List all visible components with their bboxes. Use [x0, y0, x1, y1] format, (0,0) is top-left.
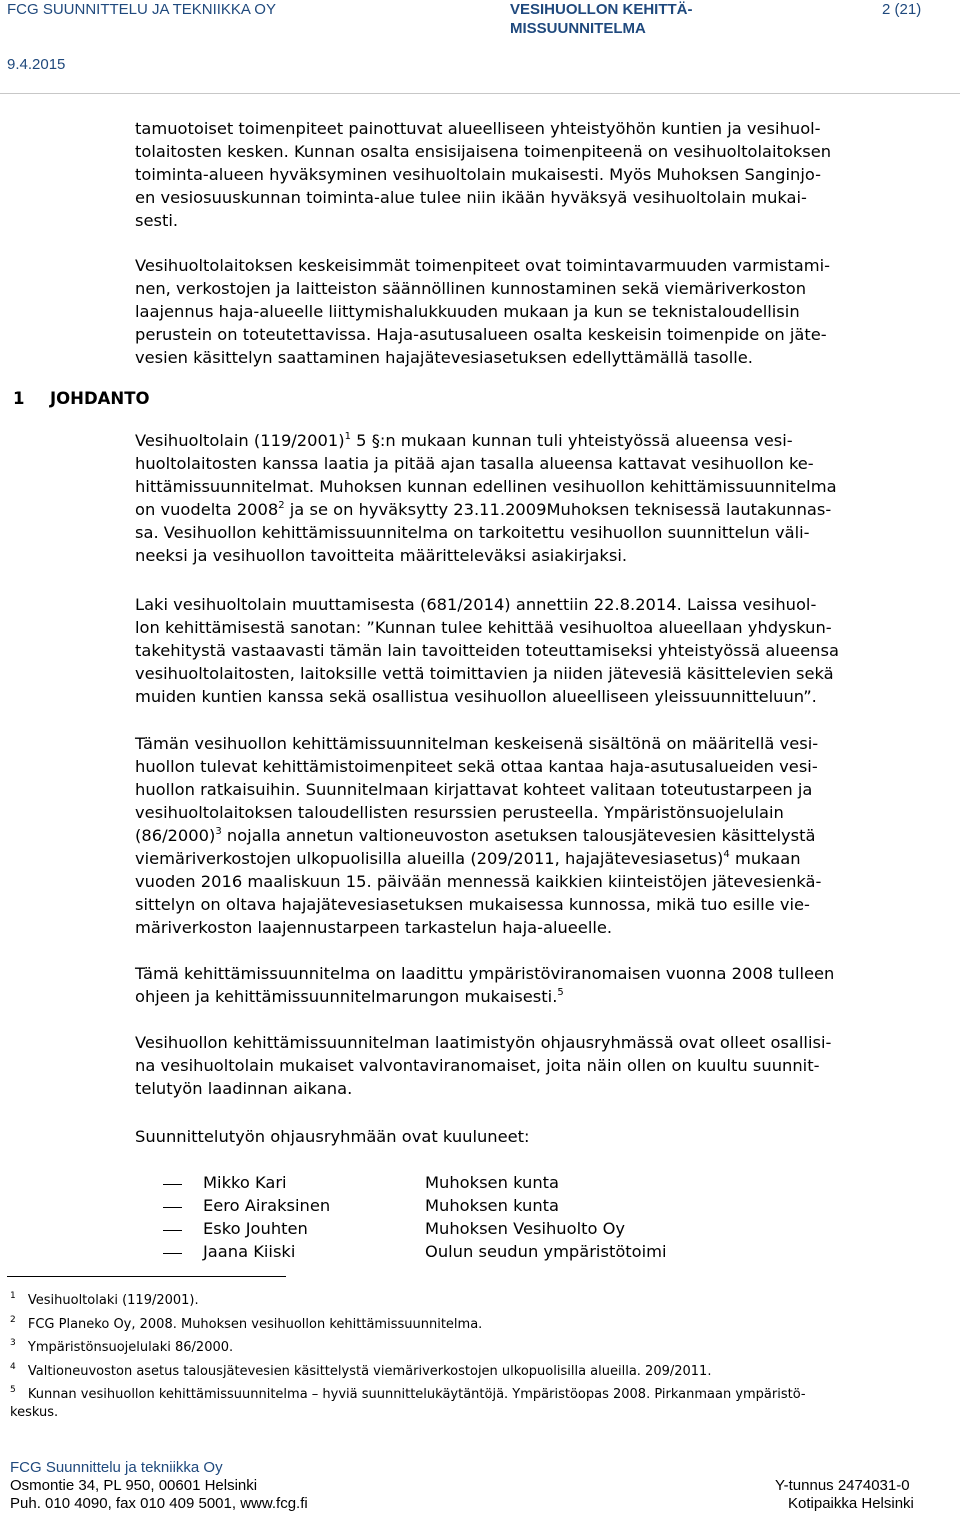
text-run: ja se on hyväksytty 23.11.2009Muhoksen teknisessä lautakunnas- [289, 500, 832, 519]
text-line: telutyön laadinnan aikana. [135, 1079, 353, 1098]
footnote [10, 1386, 806, 1404]
text-line: hittämissuunnitelmat. Muhoksen kunnan edellinen vesihuollon kehittämissuunnitelma [135, 477, 837, 496]
text-line [135, 499, 831, 522]
section-title: JOHDANTO [49, 389, 150, 408]
header-doc-title-line1: VESIHUOLLON KEHITTÄ- [510, 1, 693, 18]
text-line [135, 848, 801, 871]
footer-address: Osmontie 34, PL 950, 00601 Helsinki [10, 1477, 258, 1494]
header-company: FCG SUUNNITTELU JA TEKNIIKKA OY [7, 1, 276, 18]
footnote-ref[interactable]: 5 [557, 987, 564, 998]
member-organization: Muhoksen kunta [425, 1196, 559, 1215]
footnote-continuation: keskus. [10, 1405, 59, 1420]
text-run: mukaan [734, 849, 801, 868]
text-line: vuoden 2016 maaliskuun 15. päivään mennessä kaikkien kiinteistöjen jätevesienkä- [135, 872, 822, 891]
footnote-separator [7, 1276, 286, 1277]
text-line: sittelyn on oltava hajajätevesiasetuksen mukaisessa kunnossa, mikä tuo esille vie- [135, 895, 810, 914]
footnote-number: 2 [10, 1315, 16, 1325]
paragraph-8: Suunnittelutyön ohjausryhmään ovat kuuluneet: [135, 1127, 530, 1146]
text-line [135, 825, 816, 848]
text-line: Laki vesihuoltolain muuttamisesta (681/2014) annettiin 22.8.2014. Laissa vesihuol- [135, 595, 817, 614]
footer-contact [10, 1495, 308, 1512]
text-line: takehitystä vastaavasti tämän lain tavoitteiden toteuttamiseksi yhteistyössä alueensa [135, 641, 839, 660]
footer-company: FCG Suunnittelu ja tekniikka Oy [10, 1459, 223, 1476]
member-name: Esko Jouhten [203, 1219, 308, 1238]
section-heading [13, 389, 150, 408]
header-date: 9.4.2015 [7, 56, 66, 73]
member-name: Mikko Kari [203, 1173, 287, 1192]
footnote-number: 5 [10, 1385, 16, 1395]
text-run: nojalla annetun valtioneuvoston asetuksen talousjätevesien käsittelystä [226, 826, 816, 845]
footnote [10, 1363, 711, 1381]
text-line: huollon ratkaisuihin. Suunnitelmaan kirjattavat kohteet valitaan toteutustarpeen ja [135, 780, 813, 799]
text-run: Vesihuoltolain (119/2001) [135, 431, 345, 450]
text-line: huollon tulevat kehittämistoimenpiteet sekä ottaa kantaa haja-asutusalueiden vesi- [135, 757, 818, 776]
text-line: toiminta-alueen hyväksyminen vesihuoltolain mukaisesti. Myös Muhoksen Sanginjo- [135, 165, 822, 184]
footnote-text: Valtioneuvoston asetus talousjätevesien käsittelystä viemäriverkostojen ulkopuolisilla alueilla. 209/2011. [27, 1364, 712, 1379]
header-doc-title-line2: MISSUUNNITELMA [510, 20, 646, 37]
text-line: Vesihuollon kehittämissuunnitelman laatimistyön ohjausryhmässä ovat olleet osallisi- [135, 1033, 832, 1052]
member-organization: Muhoksen kunta [425, 1173, 559, 1192]
footer-phone: Puh. 010 4090, fax 010 409 5001, www.fcg.fi [10, 1495, 308, 1512]
text-line: Tämän vesihuollon kehittämissuunnitelman keskeisenä sisältönä on määritellä vesi- [135, 734, 819, 753]
text-line: tolaitosten kesken. Kunnan osalta ensisijaisena toimenpiteenä on vesihuoltolaitoksen [135, 142, 832, 161]
footnote [10, 1339, 233, 1357]
text-line: en vesiosuuskunnan toiminta-alue tulee niin ikään hyväksyä vesihuoltolain mukai- [135, 188, 807, 207]
text-run: viemäriverkostojen ulkopuolisilla alueilla (209/2011, hajajätevesiasetus) [135, 849, 724, 868]
text-line [135, 986, 564, 1009]
text-line: sesti. [135, 211, 179, 230]
footnote-number: 4 [10, 1362, 16, 1372]
text-line: vesien käsittelyn saattaminen hajajätevesiasetuksen edellyttämällä tasolle. [135, 348, 753, 367]
text-line: perustein on toteutettavissa. Haja-asutusalueen osalta keskeisin toimenpide on jäte- [135, 325, 827, 344]
text-run: 5 §:n mukaan kunnan tuli yhteistyössä alueensa vesi- [356, 431, 793, 450]
text-line: na vesihuoltolain mukaiset valvontaviranomaiset, joita näin ollen on kuultu suunnit- [135, 1056, 820, 1075]
text-line [135, 430, 793, 453]
text-line: laajennus haja-alueelle liittymishalukkuuden mukaan ja kun se teknistaloudellisin [135, 302, 800, 321]
footnote-text: Kunnan vesihuollon kehittämissuunnitelma – hyviä suunnittelukäytäntöjä. Ympäristöopas 2008. Pirkanmaan ympäristö- [27, 1387, 806, 1402]
text-line: nen, verkostojen ja laitteiston säännöllinen kunnostaminen sekä viemäriverkoston [135, 279, 807, 298]
footer-domicile: Kotipaikka Helsinki [788, 1495, 914, 1512]
member-organization: Oulun seudun ympäristötoimi [425, 1242, 667, 1261]
dash-bullet [163, 1230, 182, 1231]
dash-bullet [163, 1184, 182, 1185]
text-line: tamuotoiset toimenpiteet painottuvat alueelliseen yhteistyöhön kuntien ja vesihuol- [135, 119, 821, 138]
text-line: vesihuoltolaitoksen taloudellisten resurssien perusteella. Ympäristönsuojelulain [135, 803, 784, 822]
footnote-text: FCG Planeko Oy, 2008. Muhoksen vesihuollon kehittämissuunnitelma. [27, 1317, 483, 1332]
footnote-number: 1 [10, 1291, 16, 1301]
text-line: huoltolaitosten kanssa laatia ja pitää ajan tasalla alueensa kattavat vesihuollon ke- [135, 454, 814, 473]
text-run: on vuodelta 2008 [135, 500, 279, 519]
footnote [10, 1292, 199, 1310]
footer-business-id: Y-tunnus 2474031-0 [775, 1477, 910, 1494]
footnote [10, 1316, 482, 1334]
dash-bullet [163, 1207, 182, 1208]
footnote-number: 3 [10, 1338, 16, 1348]
footnote-ref[interactable]: 3 [215, 826, 222, 837]
footnote-ref[interactable]: 1 [344, 431, 351, 442]
text-line: Tämä kehittämissuunnitelma on laadittu ympäristöviranomaisen vuonna 2008 tulleen [135, 964, 835, 983]
text-line: märiverkoston laajennustarpeen tarkastelun haja-alueelle. [135, 918, 613, 937]
text-run: ohjeen ja kehittämissuunnitelmarungon mukaisesti. [135, 987, 558, 1006]
dash-bullet [163, 1253, 182, 1254]
text-line: Vesihuoltolaitoksen keskeisimmät toimenpiteet ovat toimintavarmuuden varmistami- [135, 256, 830, 275]
text-line: sa. Vesihuollon kehittämissuunnitelma on tarkoitettu vesihuollon suunnittelun väli- [135, 523, 810, 542]
section-number: 1 [13, 389, 25, 408]
footnote-text: Ympäristönsuojelulaki 86/2000. [27, 1340, 234, 1355]
text-line: muiden kuntien kanssa sekä osallistua vesihuollon alueelliseen yleissuunnitteluun”. [135, 687, 817, 706]
footnote-ref[interactable]: 4 [723, 849, 730, 860]
member-name: Eero Airaksinen [203, 1196, 331, 1215]
header-divider [0, 93, 960, 94]
footnote-text: Vesihuoltolaki (119/2001). [27, 1293, 199, 1308]
text-line: neeksi ja vesihuollon tavoitteita määritteleväksi asiakirjaksi. [135, 546, 628, 565]
text-run: (86/2000) [135, 826, 216, 845]
header-page-number: 2 (21) [882, 1, 922, 18]
footnote-ref[interactable]: 2 [278, 500, 285, 511]
member-name: Jaana Kiiski [203, 1242, 296, 1261]
text-line: lon kehittämisestä sanotan: ”Kunnan tulee kehittää vesihuoltoa alueellaan yhdyskun- [135, 618, 832, 637]
text-line: vesihuoltolaitosten, laitoksille vettä toimittavien ja niiden jätevesiä käsittelevien sekä [135, 664, 834, 683]
member-organization: Muhoksen Vesihuolto Oy [425, 1219, 626, 1238]
